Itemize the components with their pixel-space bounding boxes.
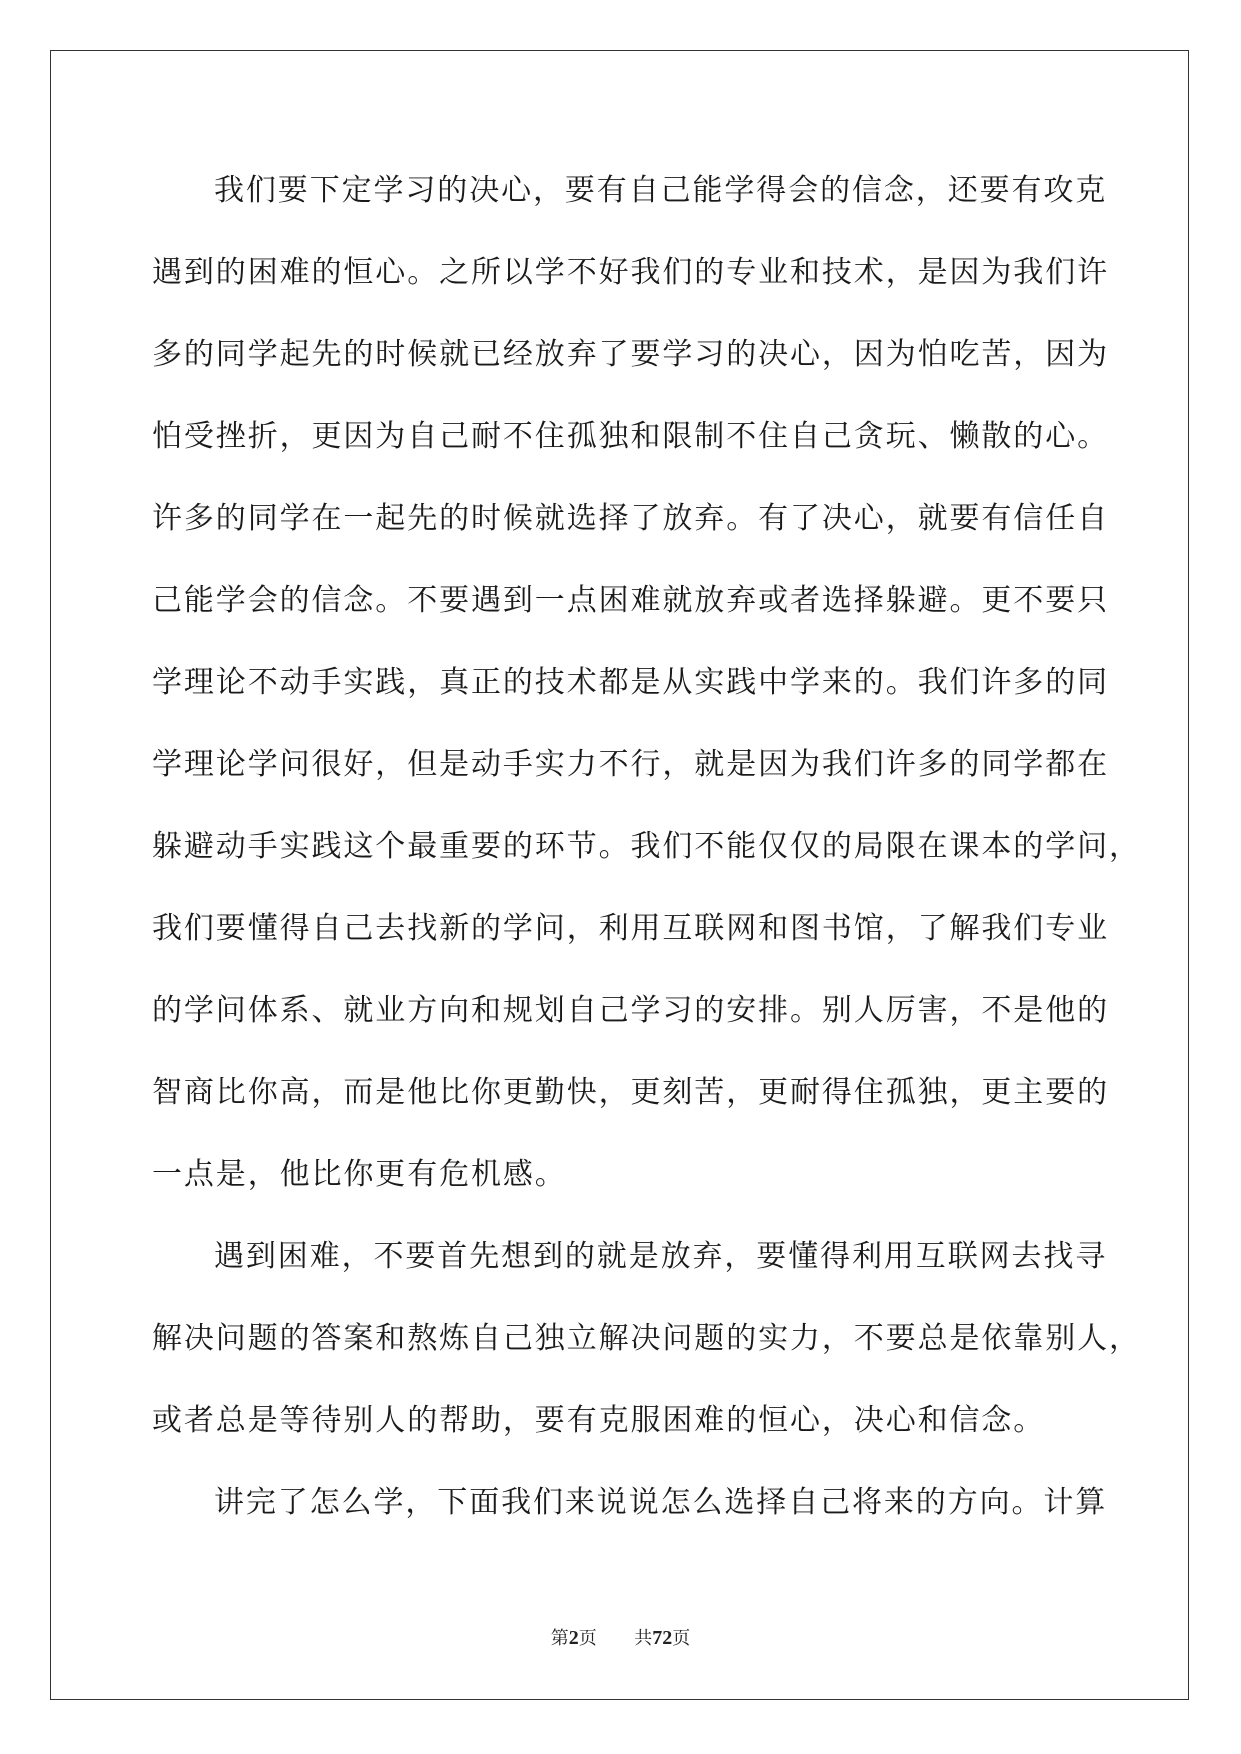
text-line: 己能学会的信念。不要遇到一点困难就放弃或者选择躲避。更不要只 [152, 583, 1109, 618]
text-line: 我们要下定学习的决心，要有自己能学得会的信念，还要有攻克 [214, 173, 1108, 208]
total-prefix: 共 [634, 1628, 653, 1649]
document-body [152, 165, 1141, 1559]
text-line: 或者总是等待别人的帮助，要有克服困难的恒心，决心和信念。 [152, 1403, 1046, 1438]
total-pages-number: 72 [652, 1627, 673, 1649]
total-pages-indicator [634, 1624, 690, 1650]
text-line: 学理论不动手实践，真正的技术都是从实践中学来的。我们许多的同 [152, 665, 1109, 700]
text-line: 遇到困难，不要首先想到的就是放弃，要懂得利用互联网去找寻 [214, 1239, 1108, 1274]
text-line: 许多的同学在一起先的时候就选择了放弃。有了决心，就要有信任自 [152, 501, 1109, 536]
text-line: 怕受挫折，更因为自己耐不住孤独和限制不住自己贪玩、懒散的心。 [152, 419, 1109, 454]
text-line: 躲避动手实践这个最重要的环节。我们不能仅仅的局限在课本的学问， [152, 829, 1141, 864]
text-line: 讲完了怎么学，下面我们来说说怎么选择自己将来的方向。计算 [214, 1485, 1108, 1520]
total-suffix: 页 [672, 1628, 691, 1649]
page-footer [0, 1624, 1241, 1650]
text-line: 我们要懂得自己去找新的学问，利用互联网和图书馆，了解我们专业 [152, 911, 1109, 946]
text-line: 学理论学问很好，但是动手实力不行，就是因为我们许多的同学都在 [152, 747, 1109, 782]
page-indicator [551, 1624, 597, 1650]
text-line: 的学问体系、就业方向和规划自己学习的安排。别人厉害，不是他的 [152, 993, 1109, 1028]
page-prefix: 第 [550, 1628, 569, 1649]
text-line: 智商比你高，而是他比你更勤快，更刻苦，更耐得住孤独，更主要的 [152, 1075, 1109, 1110]
text-line: 多的同学起先的时候就已经放弃了要学习的决心，因为怕吃苦，因为 [152, 337, 1109, 372]
text-line: 一点是，他比你更有危机感。 [152, 1157, 567, 1192]
page-suffix: 页 [578, 1628, 597, 1649]
page-number: 2 [568, 1627, 579, 1649]
text-line: 解决问题的答案和熬炼自己独立解决问题的实力，不要总是依靠别人， [152, 1321, 1141, 1356]
text-line: 遇到的困难的恒心。之所以学不好我们的专业和技术，是因为我们许 [152, 255, 1109, 290]
